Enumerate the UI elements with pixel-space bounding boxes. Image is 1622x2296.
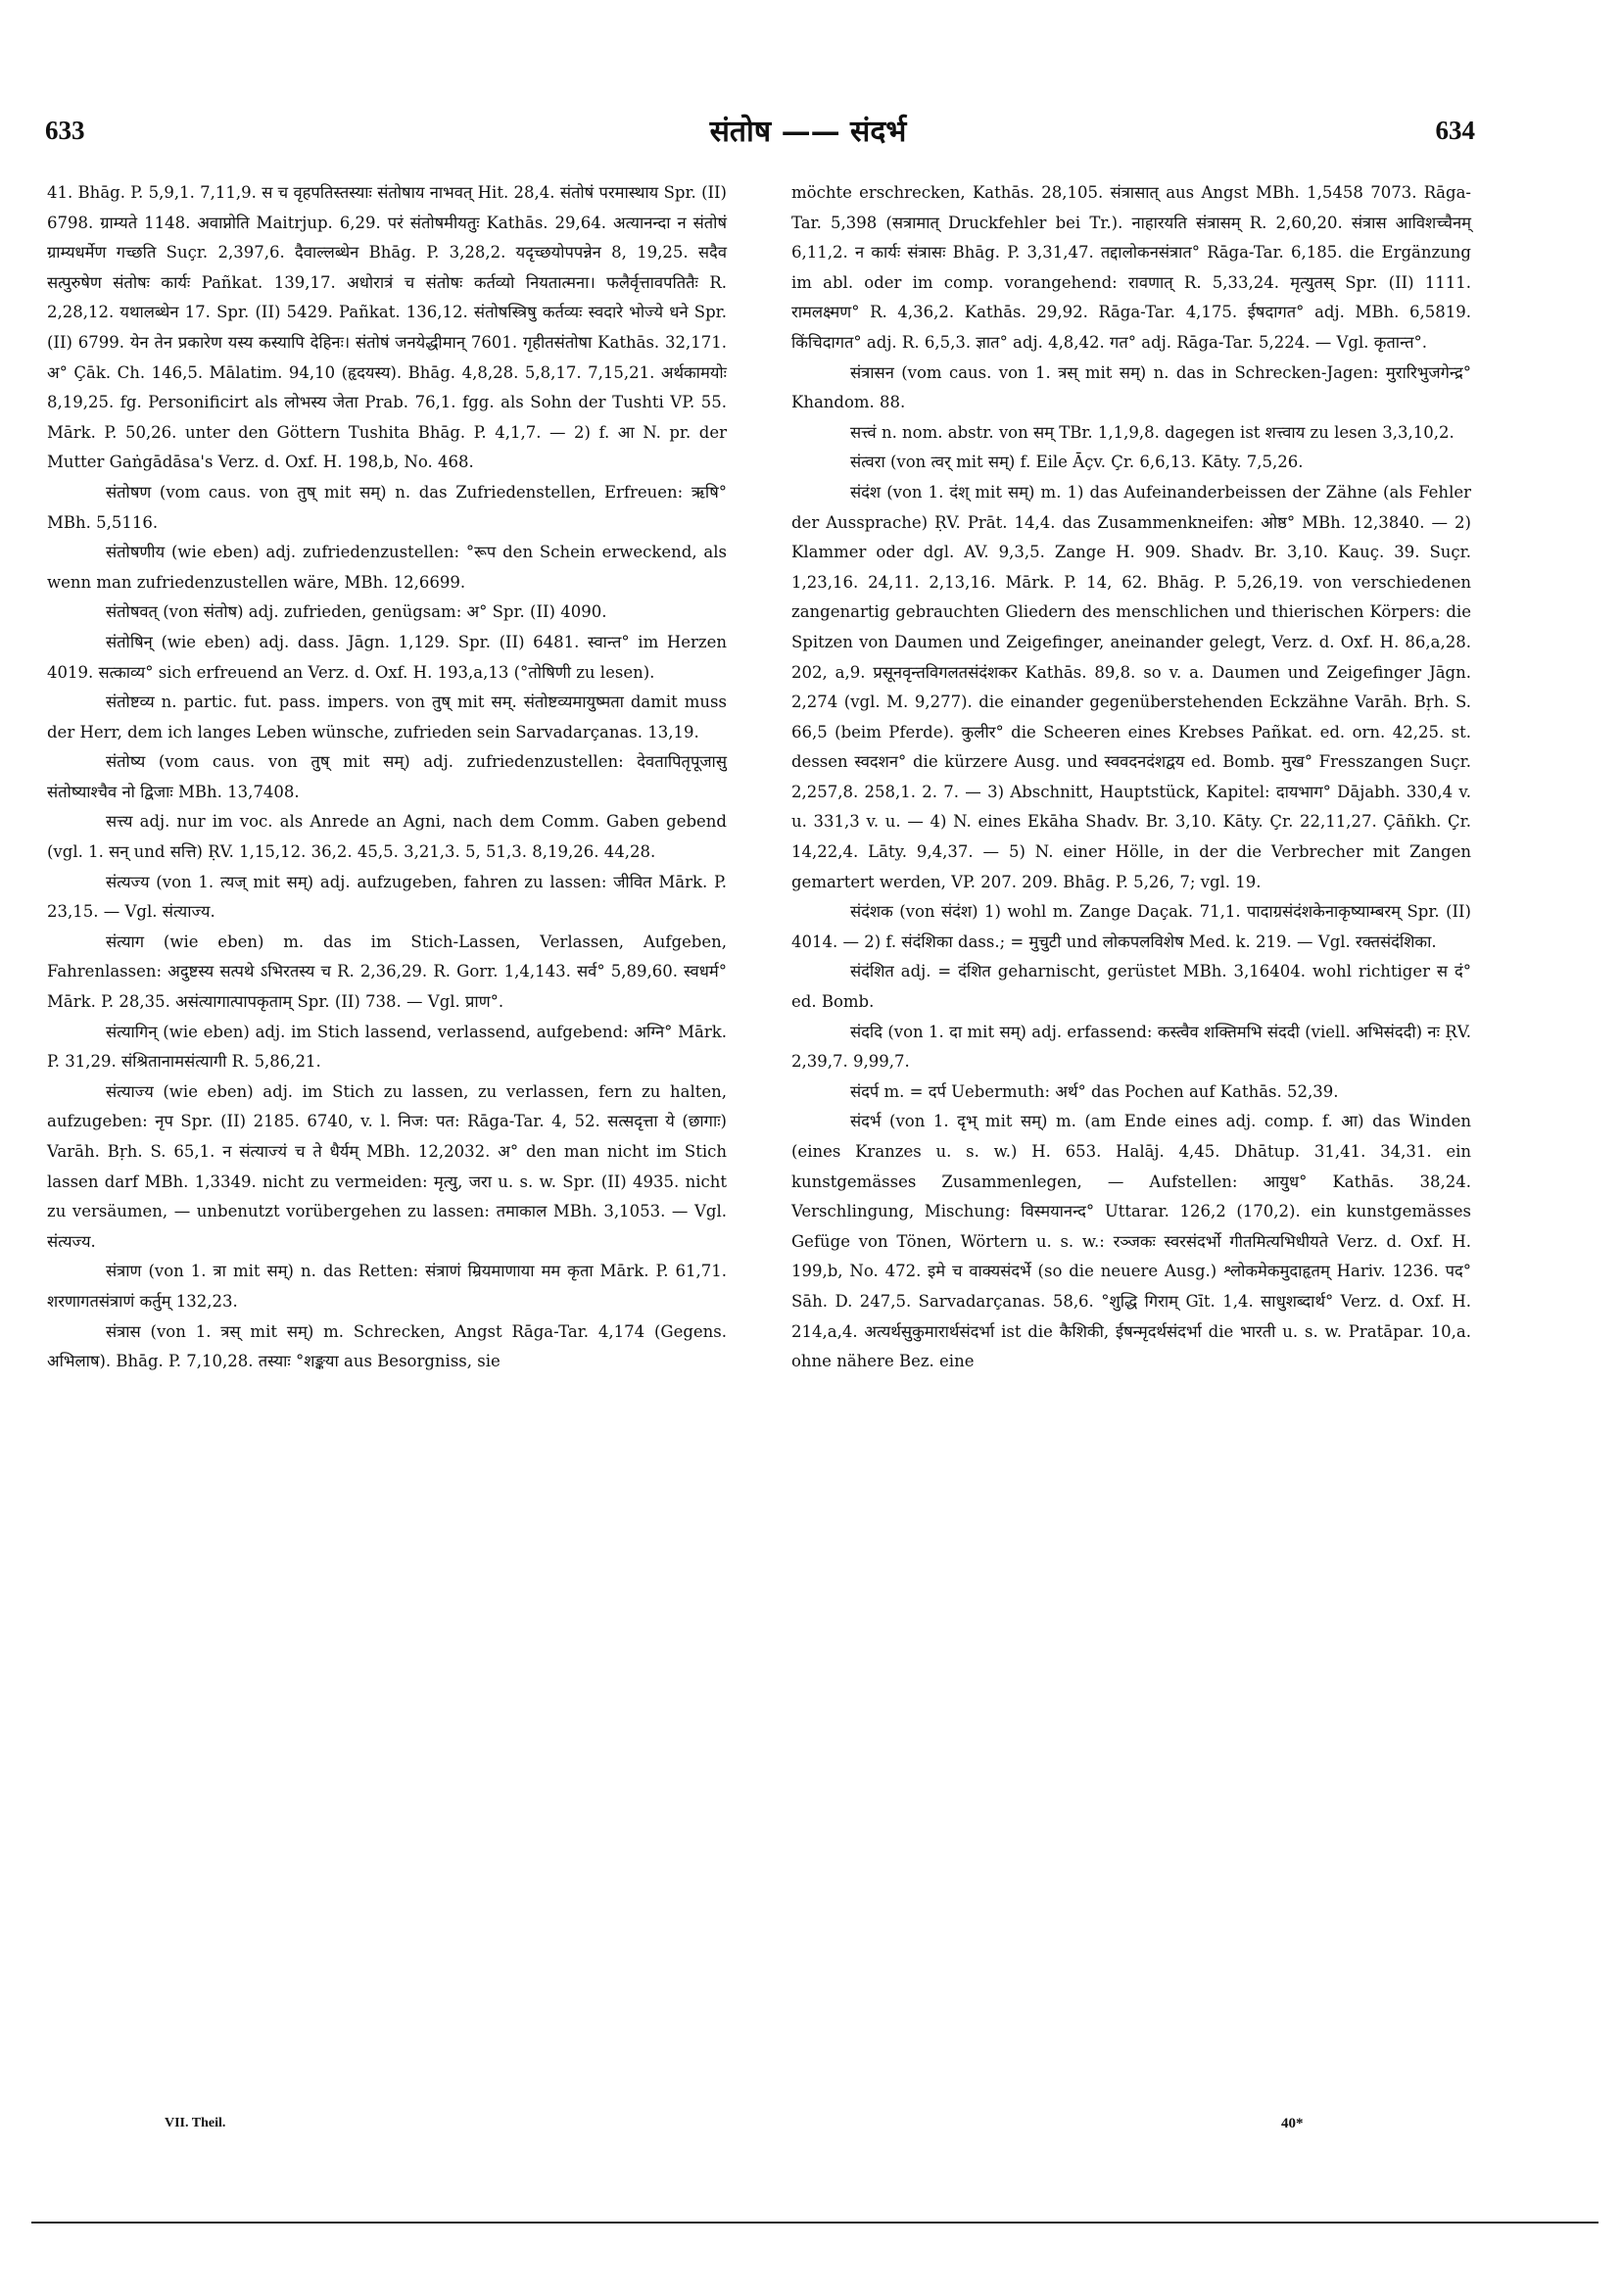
dictionary-entry: संतोषिन् (wie eben) adj. dass. Jāgn. 1,129. Spr. (II) 6481. स्वान्त° im Herzen 4019. सत्काव्य° sich erfreuend an Verz. d. Oxf. H. 193,a,13 (°तोषिणी zu lesen). (47, 632, 727, 682)
dictionary-entry: संतोषण (vom caus. von तुष् mit सम्) n. das Zufriedenstellen, Erfreuen: ऋषि° MBh. 5,5116. (47, 482, 727, 532)
dictionary-entry: संतोष्य (vom caus. von तुष् mit सम्) adj. zufriedenzustellen: देवतापितृपूजासु संतोष्याश्चैव नो द्विजाः MBh. 13,7408. (47, 752, 727, 801)
dictionary-entry: संतोष्टव्य n. partic. fut. pass. impers. von तुष् mit सम्. संतोष्टव्यमायुष्मता damit muss der Herr, dem ich langes Leben wünsche, zufrieden sein Sarvadarçanas. 13,19. (47, 693, 727, 741)
running-title: संतोष —— संदर्भ (709, 115, 907, 149)
dictionary-entry: संत्यागिन् (wie eben) adj. im Stich lassend, verlassend, aufgebend: अग्नि° Mārk. P. 31,29. संश्रितानामसंत्यागी R. 5,86,21. (47, 1022, 727, 1072)
dictionary-entry: 41. Bhāg. P. 5,9,1. 7,11,9. स च वृहपतिस्तस्याः संतोषाय नाभवत् Hit. 28,4. संतोषं परमास्थाय Spr. (II) 6798. ग्राम्यते 1148. अवाप्नोति Maitrjup. 6,29. परं संतोषमीयतुः Kathās. 29,64. अत्यानन्दा न संतोषं ग्राम्यधर्मेण गच्छति Suçr. 2,397,6. दैवाल्लब्धेन Bhāg. P. 3,28,2. यदृच्छयोपपन्नेन 8, 19,25. सदैव सत्पुरुषेण संतोषः कार्यः Pañkat. 139,17. अधोरात्रं च संतोषः कर्तव्यो नियतात्मना। फलैर्वृत्तावपतितैः R. 2,28,12. यथालब्धेन 17. Spr. (II) 5429. Pañkat. 136,12. संतोषस्त्रिषु कर्तव्यः स्वदारे भोज्ये धने Spr. (II) 6799. येन तेन प्रकारेण यस्य कस्यापि देहिनः। संतोषं जनयेद्धीमान् 7601. गृहीतसंतोषा Kathās. 32,171. अ° Çāk. Ch. 146,5. Mālatim. 94,10 (हृदयस्य). Bhāg. 4,8,28. 5,8,17. 7,15,21. अर्थकामयोः 8,19,25. fg. Personificirt als लोभस्य जेता Prab. 76,1. fgg. als Sohn der Tushti VP. 55. Mārk. P. 50,26. unter den Göttern Tushita Bhāg. P. 4,1,7. — 2) f. आ N. pr. der Mutter Gaṅgādāsa's Verz. d. Oxf. H. 198,b, No. 468. (47, 183, 727, 472)
dictionary-entry: संदंशित adj. = दंशित geharnischt, gerüstet MBh. 3,16404. wohl richtiger स दं° ed. Bomb. (791, 962, 1471, 1012)
dictionary-entry: संदर्भ (von 1. दृभ् mit सम्) m. (am Ende eines adj. comp. f. आ) das Winden (eines Kranzes u. s. w.) H. 653. Halāj. 4,45. Dhātup. 31,41. 34,31. ein kunstgemässes Zusammenlegen, — Aufstellen: आयुध° Kathās. 38,24. Verschlingung, Mischung: विस्मयानन्द° Uttarar. 126,2 (170,2). ein kunstgemässes Gefüge von Tönen, Wörtern u. s. w.: रञ्जकः स्वरसंदर्भो गीतमित्यभिधीयते Verz. d. Oxf. H. 199,b, No. 472. इमे च वाक्यसंदर्भे (so die neuere Ausg.) श्लोकमेकमुदाहृतम् Hariv. 1236. पद° Sāh. D. 247,5. Sarvadarçanas. 58,6. °शुद्धि गिराम् Gīt. 1,4. साधुशब्दार्थ° Verz. d. Oxf. H. 214,a,4. अत्यर्थसुकुमारार्थसंदर्भा ist die कैशिकी, ईषन्मृदर्थसंदर्भा die भारती u. s. w. Pratāpar. 10,a. ohne nähere Bez. eine (791, 1112, 1471, 1371)
dictionary-entry: संदर्प m. = दर्प Uebermuth: अर्थ° das Pochen auf Kathās. 52,39. (850, 1081, 1339, 1101)
dictionary-entry: सत्त्वं n. nom. abstr. von सम् TBr. 1,1,9,8. dagegen ist शत्त्वाय zu lesen 3,3,10,2. (850, 422, 1455, 442)
right-column (791, 178, 1471, 1377)
dictionary-entry: संदंशक (von संदंश) 1) wohl m. Zange Daçak. 71,1. पादाग्रसंदंशकेनाकृष्याम्बरम् Spr. (II) 4014. — 2) f. संदंशिका dass.; = मुचुटी und लोकपलविशेष Med. k. 219. — Vgl. रक्तसंदंशिका. (791, 902, 1471, 951)
page-number-right: 634 (1435, 116, 1475, 145)
dictionary-entry: संत्रासन (vom caus. von 1. त्रस् mit सम्) n. das in Schrecken-Jagen: मुरारिभुजगेन्द्र° Khandom. 88. (791, 362, 1471, 412)
volume-label: VII. Theil. (165, 2116, 226, 2130)
dictionary-entry: संत्रास (von 1. त्रस् mit सम्) m. Schrecken, Angst Rāga-Tar. 4,174 (Gegens. अभिलाष). Bhāg. P. 7,10,28. तस्याः °शङ्कया aus Besorgniss, sie (47, 1321, 727, 1371)
page-number-left: 633 (45, 116, 85, 145)
dictionary-entry: संत्याग (wie eben) m. das im Stich-Lassen, Verlassen, Aufgeben, Fahrenlassen: अदुष्टस्य सत्पथे ऽभिरतस्य च R. 2,36,29. R. Gorr. 1,4,143. सर्व° 5,89,60. स्वधर्म° Mārk. P. 28,35. असंत्यागात्पापकृताम् Spr. (II) 738. — Vgl. प्राण°. (47, 932, 727, 1012)
dictionary-entry: सत्त्य adj. nur im voc. als Anrede an Agni, nach dem Comm. Gaben gebend (vgl. 1. सन् und सत्ति) ṚV. 1,15,12. 36,2. 45,5. 3,21,3. 5, 51,3. 8,19,26. 44,28. (47, 812, 727, 862)
signature-mark: 40* (1281, 2116, 1304, 2131)
bottom-rule (31, 2222, 1598, 2224)
dictionary-entry: संतोषवत् (von संतोष) adj. zufrieden, genügsam: अ° Spr. (II) 4090. (106, 602, 607, 622)
page-header (0, 116, 1622, 155)
dictionary-entry: संत्याज्य (wie eben) adj. im Stich zu lassen, zu verlassen, fern zu halten, aufzugeben: नृप Spr. (II) 2185. 6740, v. l. निज: पत: Rāga-Tar. 4, 52. सत्सदृत्ता ये (छागाः) Varāh. Bṛh. S. 65,1. न संत्याज्यं च ते धैर्यम् MBh. 12,2032. अ° den man nicht im Stich lassen darf MBh. 1,3349. nicht zu vermeiden: मृत्यु, जरा u. s. w. Spr. (II) 4935. nicht zu versäumen, — unbenutzt vorübergehen zu lassen: तमाकाल MBh. 3,1053. — Vgl. संत्यज्य. (47, 1081, 727, 1251)
dictionary-entry: संददि (von 1. दा mit सम्) adj. erfassend: कस्त्वैव शक्तिमभि संददी (viell. अभिसंददी) नः ṚV. 2,39,7. 9,99,7. (791, 1022, 1471, 1072)
left-column (47, 178, 727, 1377)
dictionary-entry: möchte erschrecken, Kathās. 28,105. संत्रासात् aus Angst MBh. 1,5458 7073. Rāga-Tar. 5,398 (सत्रामात् Druckfehler bei Tr.). नाहारयति संत्रासम् R. 2,60,20. संत्रास आविशच्चैनम् 6,11,2. न कार्यः संत्रासः Bhāg. P. 3,31,47. तद्दालोकनसंत्रात° Rāga-Tar. 6,185. die Ergänzung im abl. oder im comp. vorangehend: रावणात् R. 5,33,24. मृत्युतस् Spr. (II) 1111. रामलक्ष्मण° R. 4,36,2. Kathās. 29,92. Rāga-Tar. 4,175. ईषदागत° adj. MBh. 6,5819. किंचिदागत° adj. R. 6,5,3. ज्ञात° adj. 4,8,42. गत° adj. Rāga-Tar. 5,224. — Vgl. कृतान्त°. (791, 183, 1471, 352)
dictionary-entry: संतोषणीय (wie eben) adj. zufriedenzustellen: °रूप den Schein erweckend, als wenn man zufriedenzustellen wäre, MBh. 12,6699. (47, 543, 727, 592)
dictionary-entry: संत्यज्य (von 1. त्यज् mit सम्) adj. aufzugeben, fahren zu lassen: जीवित Mārk. P. 23,15. — Vgl. संत्याज्य. (47, 872, 727, 922)
dictionary-entry: संदंश (von 1. दंश् mit सम्) m. 1) das Aufeinanderbeissen der Zähne (als Fehler der Aussprache) ṚV. Prāt. 14,4. das Zusammenkneifen: ओष्ठ° MBh. 12,3840. — 2) Klammer oder dgl. AV. 9,3,5. Zange H. 909. Shadv. Br. 3,10. Kauç. 39. Suçr. 1,23,16. 24,11. 2,13,16. Mārk. P. 14, 62. Bhāg. P. 5,26,19. von verschiedenen zangenartig gebrauchten Gliedern des menschlichen und thierischen Körpers: die Spitzen von Daumen und Zeigefinger, aneinander gelegt, Verz. d. Oxf. H. 86,a,28. 202, a,9. प्रसूनवृन्तविगलतसंदंशकर Kathās. 89,8. so v. a. Daumen und Zeigefinger Jāgn. 2,274 (vgl. M. 9,277). die einander gegenüberstehenden Eckzähne Varāh. Bṛh. S. 66,5 (beim Pferde). कुलीर° die Scheeren eines Krebses Pañkat. ed. orn. 42,25. st. dessen स्वदशन° die kürzere Ausg. und स्ववदनदंशद्वय ed. Bomb. मुख° Fresszangen Suçr. 2,257,8. 258,1. 2. 7. — 3) Abschnitt, Hauptstück, Kapitel: दायभाग° Dājabh. 330,4 v. u. 331,3 v. u. — 4) N. eines Ekāha Shadv. Br. 3,10. Kāty. Çr. 22,11,27. Çāñkh. Çr. 14,22,4. Lāty. 9,4,37. — 5) N. einer Hölle, in der die Verbrecher mit Zangen gemartert werden, VP. 207. 209. Bhāg. P. 5,26, 7; vgl. 19. (791, 482, 1471, 891)
dictionary-entry: संत्वरा (von त्वर् mit सम्) f. Eile Āçv. Çr. 6,6,13. Kāty. 7,5,26. (850, 453, 1304, 472)
dictionary-entry: संत्राण (von 1. त्रा mit सम्) n. das Retten: संत्राणं म्रियमाणाया मम कृता Mārk. P. 61,71. शरणागतसंत्राणं कर्तुम् 132,23. (47, 1262, 727, 1311)
